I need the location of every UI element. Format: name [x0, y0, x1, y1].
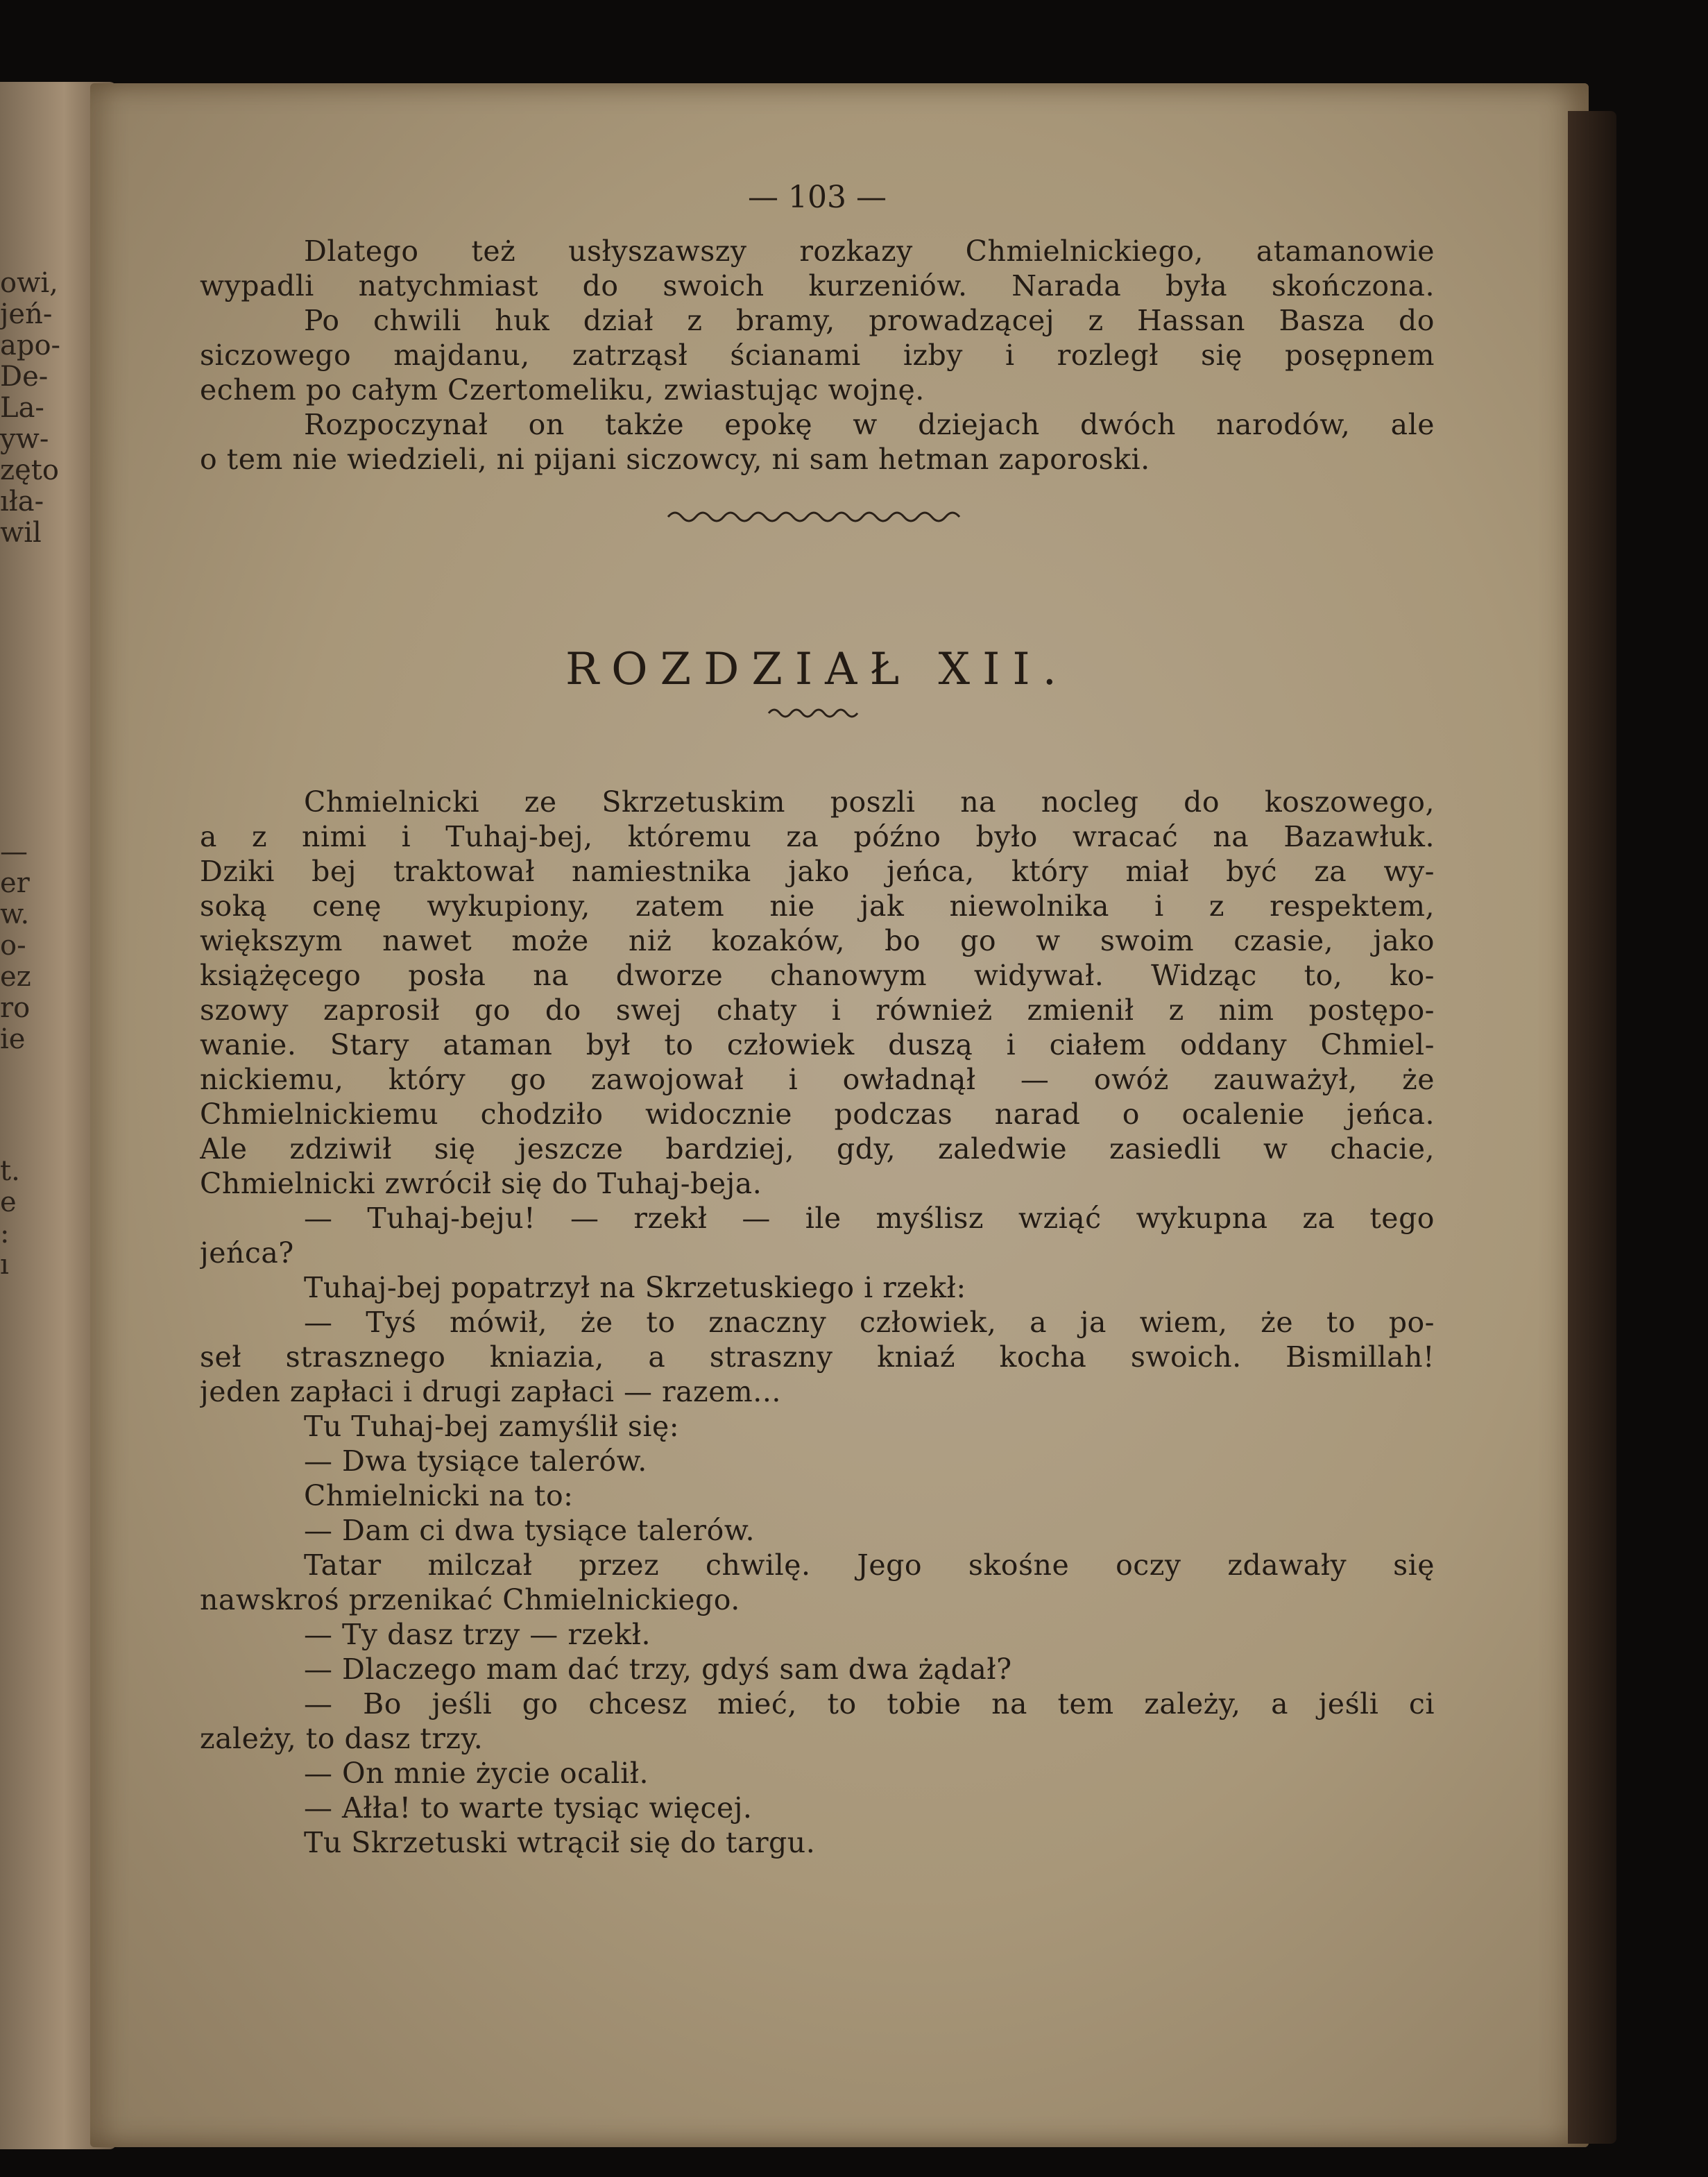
text-line: Tu Skrzetuski wtrącił się do targu.: [304, 1826, 816, 1859]
left-page-fragment: t.: [0, 1155, 20, 1187]
text-line: Tuhaj-bej popatrzył na Skrzetuskiego i rzekł:: [304, 1271, 966, 1304]
left-page-fragment: o-: [0, 930, 26, 962]
text-line: Chmielnickiemu chodziło widocznie podczas narad o ocalenie jeńca.: [200, 1098, 1435, 1131]
book-edge: [1568, 111, 1616, 2144]
text-line: — Ty dasz trzy — rzekł.: [304, 1618, 651, 1651]
text-line: siczowego majdanu, zatrząsł ścianami izby i rozległ się posępnem: [200, 339, 1435, 372]
left-page-fragment: yw-: [0, 423, 49, 455]
left-page-fragment: wil: [0, 517, 42, 549]
left-page-fragment: apo-: [0, 330, 61, 361]
previous-section-ending: [200, 234, 1435, 477]
ornament-divider: [200, 503, 1435, 586]
text-line: — Dwa tysiące talerów.: [304, 1444, 647, 1478]
text-line: szowy zaprosił go do swej chaty i również zmienił z nim postępo-: [200, 993, 1435, 1027]
left-page-fragment: owi,: [0, 267, 58, 299]
text-line: — Dam ci dwa tysiące talerów.: [304, 1514, 755, 1547]
page-text-block: [200, 177, 1435, 1860]
text-line: echem po całym Czertomeliku, zwiastując wojnę.: [200, 373, 925, 407]
text-line: jeńca?: [200, 1236, 294, 1270]
text-line: nickiemu, który go zawojował i owładnął — owóż zauważył, że: [200, 1063, 1435, 1096]
left-page-fragment: e: [0, 1186, 17, 1218]
left-page-fragment: w.: [0, 898, 30, 930]
text-line: wypadli natychmiast do swoich kurzeniów. Narada była skończona.: [200, 269, 1435, 302]
left-page-fragment: ı: [0, 1249, 9, 1281]
left-page-fragment: —: [0, 836, 28, 868]
text-line: Ale zdziwił się jeszcze bardziej, gdy, zaledwie zasiedli w chacie,: [200, 1132, 1435, 1166]
text-line: książęcego posła na dworze chanowym widywał. Widząc to, ko-: [200, 959, 1435, 992]
text-line: Dlatego też usłyszawszy rozkazy Chmielnickiego, atamanowie: [304, 234, 1435, 268]
small-wavy-ornament-icon: [765, 703, 869, 724]
chapter-title: ROZDZIAŁ XII.: [565, 644, 1070, 695]
text-line: a z nimi i Tuhaj-bej, któremu za późno było wracać na Bazawłuk.: [200, 820, 1435, 853]
text-line: większym nawet może niż kozaków, bo go w swoim czasie, jako: [200, 924, 1435, 957]
text-line: — Dlaczego mam dać trzy, gdyś sam dwa żądał?: [304, 1653, 1012, 1686]
left-page-fragment: zęto: [0, 454, 59, 486]
text-line: — On mnie życie ocalił.: [304, 1757, 649, 1790]
ornament-small-divider: [200, 703, 1435, 744]
left-page-fragment: :: [0, 1218, 10, 1249]
text-line: Chmielnicki ze Skrzetuskim poszli na nocleg do koszowego,: [304, 785, 1435, 819]
text-line: — Bo jeśli go chcesz mieć, to tobie na tem zależy, a jeśli ci: [304, 1687, 1435, 1721]
left-page-fragment: jeń-: [0, 298, 53, 330]
text-line: seł strasznego kniazia, a straszny kniaź kocha swoich. Bismillah!: [200, 1340, 1435, 1374]
text-line: o tem nie wiedzieli, ni pijani siczowcy, ni sam hetman zaporoski.: [200, 443, 1150, 476]
chapter-body: [200, 785, 1435, 1860]
left-page-fragment: La-: [0, 392, 44, 424]
left-page-fragment: er: [0, 867, 30, 899]
text-line: nawskroś przenikać Chmielnickiego.: [200, 1583, 740, 1616]
text-line: Tu Tuhaj-bej zamyślił się:: [304, 1410, 680, 1443]
text-line: Chmielnicki zwrócił się do Tuhaj-beja.: [200, 1167, 762, 1200]
text-line: zależy, to dasz trzy.: [200, 1722, 484, 1755]
left-page-fragment: De-: [0, 361, 49, 393]
text-line: — Tuhaj-beju! — rzekł — ile myślisz wziąć wykupna za tego: [304, 1202, 1435, 1235]
text-line: Tatar milczał przez chwilę. Jego skośne oczy zdawały się: [304, 1548, 1435, 1582]
text-line: Po chwili huk dział z bramy, prowadzącej z Hassan Basza do: [304, 304, 1435, 337]
text-line: soką cenę wykupiony, zatem nie jak niewolnika i z respektem,: [200, 889, 1435, 923]
text-line: wanie. Stary ataman był to człowiek duszą i ciałem oddany Chmiel-: [200, 1028, 1435, 1061]
text-line: — Tyś mówił, że to znaczny człowiek, a ja wiem, że to po-: [304, 1306, 1435, 1339]
left-page-fragment: ıła-: [0, 486, 44, 518]
text-line: Dziki bej traktował namiestnika jako jeńca, który miał być za wy-: [200, 855, 1435, 888]
wavy-ornament-icon: [665, 503, 970, 531]
text-line: — Ałła! to warte tysiąc więcej.: [304, 1791, 753, 1825]
left-page-fragment: ro: [0, 992, 31, 1024]
text-line: Rozpoczynał on także epokę w dziejach dwóch narodów, ale: [304, 408, 1435, 441]
text-line: Chmielnicki na to:: [304, 1479, 574, 1512]
page-number: — 103 —: [748, 180, 887, 215]
left-page-fragment: ie: [0, 1023, 26, 1055]
left-page-fragment: ez: [0, 961, 31, 993]
text-line: jeden zapłaci i drugi zapłaci — razem...: [200, 1375, 781, 1408]
